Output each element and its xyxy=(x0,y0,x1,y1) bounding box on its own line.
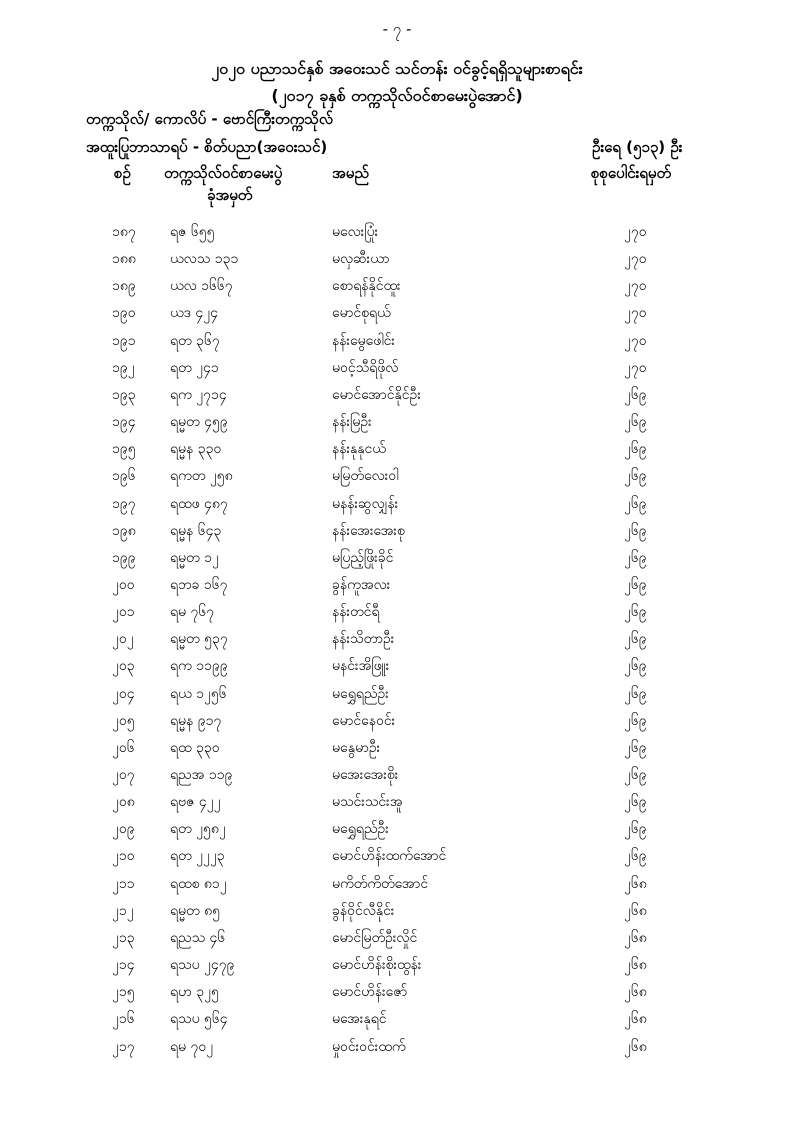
table-row xyxy=(0,385,794,412)
roll-number: ယလ ၁၆၆၇ xyxy=(170,278,233,295)
roll-number: ရတ ၂၅၈၂ xyxy=(170,821,226,838)
row-number: ၂၁၁ xyxy=(112,875,135,892)
table-row xyxy=(0,494,794,521)
table-row xyxy=(0,792,794,819)
student-name: နန်းမြဦး xyxy=(332,414,372,431)
total-marks: ၂၇၀ xyxy=(624,332,647,349)
column-header-no: စဉ် xyxy=(114,164,131,182)
student-name: မရွှေရည်ဦး xyxy=(332,685,389,702)
roll-number: ရယ ၁၂၅၆ xyxy=(170,685,227,702)
table-row xyxy=(0,874,794,901)
student-name: မောင်အောင်နိုင်ဦး xyxy=(332,386,421,403)
total-marks: ၂၇၀ xyxy=(624,251,647,268)
total-marks: ၂၆၉ xyxy=(624,468,647,485)
total-marks: ၂၆၉ xyxy=(624,414,647,431)
row-number: ၂၁၅ xyxy=(112,984,135,1001)
university-line: တက္ကသိုလ်/ ကောလိပ် - ‌ဗောင်ကြီးတက္ကသိုလ် xyxy=(86,110,333,128)
total-marks: ၂၆၈ xyxy=(624,957,647,974)
row-number: ၁၉၉ xyxy=(112,549,136,566)
student-name: မနင်းအိဖြူး xyxy=(332,658,390,675)
row-number: ၁၉၁ xyxy=(112,332,136,349)
document-title: ၂၀၂၀ ပညာသင်နှစ် အဝေးသင် သင်တန်း ဝင်ခွင့်ရရှိသူများစာရင်း xyxy=(211,59,583,78)
total-marks: ၂၆၉ xyxy=(624,495,647,512)
row-number: ၂၁၄ xyxy=(112,957,135,974)
row-number: ၂၀၂ xyxy=(112,631,134,648)
student-count: ဦးရေ (၅၁၃) ဦး xyxy=(592,138,683,156)
table-row xyxy=(0,656,794,683)
total-marks: ၂၇၀ xyxy=(624,305,647,322)
student-name: ခွန်ဝိုင်လီနိုင်း xyxy=(332,902,395,919)
row-number: ၂၁၆ xyxy=(112,1011,135,1028)
total-marks: ၂၆၉ xyxy=(624,522,647,539)
row-number: ၂၁၀ xyxy=(112,848,135,865)
total-marks: ၂၆၈ xyxy=(624,1038,647,1055)
table-row xyxy=(0,575,794,602)
student-name: မအေးနုရင် xyxy=(332,1011,387,1028)
row-number: ၁၈၈ xyxy=(112,251,136,268)
page-number: - ၇ - xyxy=(382,20,412,38)
row-number: ၂၀၄ xyxy=(112,685,135,702)
roll-number: ရညသ ၄၆ xyxy=(170,929,226,946)
table-row xyxy=(0,276,794,303)
roll-number: ရက ၂၇၁၄ xyxy=(170,386,227,403)
subject-line: အထူးပြုဘာသာရပ် - စိတ်ပညာ(အဝေးသင်) xyxy=(86,138,328,156)
row-number: ၁၉၃ xyxy=(112,386,136,403)
total-marks: ၂၇၀ xyxy=(624,278,647,295)
total-marks: ၂၆၉ xyxy=(624,631,647,648)
total-marks: ၂၆၉ xyxy=(624,658,647,675)
student-name: မောင်ဟိန်းထက်အောင် xyxy=(332,848,447,865)
table-row xyxy=(0,521,794,548)
row-number: ၁၈၉ xyxy=(112,278,136,295)
student-name: နန်းနုနုငယ် xyxy=(332,441,386,458)
roll-number: ရညအ ၁၁၉ xyxy=(170,767,233,783)
roll-number: ယလသ ၁၃၁ xyxy=(170,251,239,268)
table-row xyxy=(0,439,794,466)
column-header-name: အမည် xyxy=(332,164,369,182)
student-name: စောရန်နိုင်ထူး xyxy=(332,278,401,295)
table-row xyxy=(0,602,794,629)
roll-number: ရမ္မန ၆၄၃ xyxy=(170,522,222,539)
student-name: မောင်ဟိန်းဇော် xyxy=(332,984,408,1001)
table-row xyxy=(0,846,794,873)
total-marks: ၂၆၉ xyxy=(624,712,647,729)
roll-number: ရတ ၂၄၁ xyxy=(170,359,219,376)
table-row xyxy=(0,711,794,738)
row-number: ၂၀၅ xyxy=(112,712,135,729)
roll-number: ရမ္မတ ၄၅၉ xyxy=(170,414,228,431)
column-header-marks: စုစုပေါင်းရမှတ် xyxy=(591,164,672,182)
total-marks: ၂၆၉ xyxy=(624,576,647,593)
student-name: နန်းအေးအေးစု xyxy=(332,522,405,539)
table-row xyxy=(0,684,794,711)
roll-number: ရသပ ၂၄၇၉ xyxy=(170,957,235,974)
roll-number: ရကတ ၂၅၈ xyxy=(170,468,233,485)
table-row xyxy=(0,1037,794,1064)
roll-number: ရသပ ၅၆၄ xyxy=(170,1011,228,1028)
student-name: မအေးအေးစိုး xyxy=(332,767,399,783)
student-name: မရွှေရည်ဦး xyxy=(332,821,389,838)
table-row xyxy=(0,955,794,982)
roll-number: ရထဖ ၄၈၇ xyxy=(170,495,228,512)
table-row xyxy=(0,819,794,846)
roll-number: ရဗဇ ၄၂၂ xyxy=(170,794,221,811)
table-row xyxy=(0,249,794,276)
row-number: ၁၉၄ xyxy=(112,414,136,431)
total-marks: ၂၆၉ xyxy=(624,848,647,865)
row-number: ၂၀၉ xyxy=(112,821,135,838)
student-name: မသင်းသင်းအူ xyxy=(332,794,403,811)
student-name: မလေးပြုံး xyxy=(332,224,379,240)
student-name: မပြည့်ဖြိုးခိုင် xyxy=(332,549,394,566)
table-row xyxy=(0,358,794,385)
table-row xyxy=(0,412,794,439)
table-row xyxy=(0,466,794,493)
row-number: ၁၈၇ xyxy=(112,224,136,240)
total-marks: ၂၆၉ xyxy=(624,821,647,838)
total-marks: ၂၇၀ xyxy=(624,359,647,376)
document-subtitle: (၂၀၁၇ ခုနှစ် တက္ကသိုလ်ဝင်စာမေးပွဲအောင်) xyxy=(271,86,523,105)
row-number: ၂၀၆ xyxy=(112,739,135,756)
student-name: နန်းတင်ရီ xyxy=(332,604,380,621)
roll-number: ရဟ ၃၂၅ xyxy=(170,984,219,1001)
table-row xyxy=(0,548,794,575)
roll-number: ရမ ၇၀၂ xyxy=(170,1038,214,1055)
roll-number: ယဒ ၄၂၄ xyxy=(170,305,218,322)
student-name: မလှဆီးယာ xyxy=(332,251,390,268)
student-name: မကိတ်ကိတ်အောင် xyxy=(332,875,429,892)
table-row xyxy=(0,765,794,792)
total-marks: ၂၆၉ xyxy=(624,549,647,566)
roll-number: ရထ ၃၃၀ xyxy=(170,739,220,756)
row-number: ၂၁၂ xyxy=(112,902,134,919)
column-header-roll-sub: ခုံအမှတ် xyxy=(207,186,253,204)
roll-number: ရမ ၇၆၇ xyxy=(170,604,215,621)
total-marks: ၂၆၉ xyxy=(624,739,647,756)
row-number: ၁၉၈ xyxy=(112,522,136,539)
row-number: ၁၉၂ xyxy=(112,359,135,376)
total-marks: ၂၆၈ xyxy=(624,902,647,919)
table-row xyxy=(0,1009,794,1036)
roll-number: ရတ ၃၆၇ xyxy=(170,332,220,349)
total-marks: ၂၆၉ xyxy=(624,386,647,403)
row-number: ၁၉၇ xyxy=(112,495,136,512)
roll-number: ရမ္မတ ၁၂ xyxy=(170,549,219,566)
row-number: ၂၀၀ xyxy=(112,576,135,593)
total-marks: ၂၆၉ xyxy=(624,604,647,621)
roll-number: ရတ ၂၂၂၃ xyxy=(170,848,225,865)
total-marks: ၂၆၉ xyxy=(624,685,647,702)
student-name: မောင်ဟိန်းစိုးထွန်း xyxy=(332,957,422,974)
row-number: ၂၀၁ xyxy=(112,604,135,621)
student-name: နန်းသိတာဦး xyxy=(332,631,395,648)
roll-number: ရထစ ၈၁၂ xyxy=(170,875,227,892)
roll-number: ရမ္မန ၃၃၀ xyxy=(170,441,222,458)
column-header-roll: တက္ကသိုလ်ဝင်စာမေးပွဲ xyxy=(164,164,283,182)
table-row xyxy=(0,222,794,249)
table-row xyxy=(0,738,794,765)
student-name: ခွန်ကူအလး xyxy=(332,576,391,593)
table-row xyxy=(0,331,794,358)
total-marks: ၂၆၉ xyxy=(624,441,647,458)
student-name: မောင်စုရယ် xyxy=(332,305,391,322)
total-marks: ၂၆၉ xyxy=(624,794,647,811)
row-number: ၂၁၃ xyxy=(112,929,135,946)
table-row xyxy=(0,901,794,928)
row-number: ၂၀၇ xyxy=(112,767,135,783)
roll-number: ရမ္မတ ၈၅ xyxy=(170,902,220,919)
roll-number: ရမ္မတ ၅၃၇ xyxy=(170,631,228,648)
row-number: ၁၉၆ xyxy=(112,468,136,485)
row-number: ၁၉၅ xyxy=(112,441,136,458)
student-name: မနန်းဆွလျှန်း xyxy=(332,495,399,512)
row-number: ၂၀၈ xyxy=(112,794,135,811)
roll-number: ရဇ ၆၅၅ xyxy=(170,224,215,240)
table-row xyxy=(0,928,794,955)
total-marks: ၂၆၈ xyxy=(624,1011,647,1028)
student-name: မနွေမာဦး xyxy=(332,739,381,756)
total-marks: ၂၆၈ xyxy=(624,875,647,892)
table-row xyxy=(0,982,794,1009)
total-marks: ၂၆၈ xyxy=(624,984,647,1001)
student-name: မမြတ်လေးဝါ xyxy=(332,468,399,485)
student-name: မဝင့်သီရိဖိုလ် xyxy=(332,359,399,376)
roll-number: ရဘခ ၁၆၇ xyxy=(170,576,228,593)
total-marks: ၂၆၉ xyxy=(624,767,647,783)
roll-number: ရက ၁၁၉၉ xyxy=(170,658,228,675)
total-marks: ၂၆၈ xyxy=(624,929,647,946)
row-number: ၁၉၀ xyxy=(112,305,136,322)
row-number: ၂၀၃ xyxy=(112,658,135,675)
student-name: နန်းမွေဖေါင်း xyxy=(332,332,395,349)
roll-number: ရမ္မန ၉၁၇ xyxy=(170,712,222,729)
table-row xyxy=(0,629,794,656)
student-name: မှုဝင်းဝင်းထက် xyxy=(332,1038,406,1055)
student-name: မောင်မြတ်ဦးလှိုင် xyxy=(332,929,418,946)
student-name: မောင်နေဝင်း xyxy=(332,712,396,729)
row-number: ၂၁၇ xyxy=(112,1038,135,1055)
table-row xyxy=(0,303,794,330)
total-marks: ၂၇၀ xyxy=(624,224,647,240)
